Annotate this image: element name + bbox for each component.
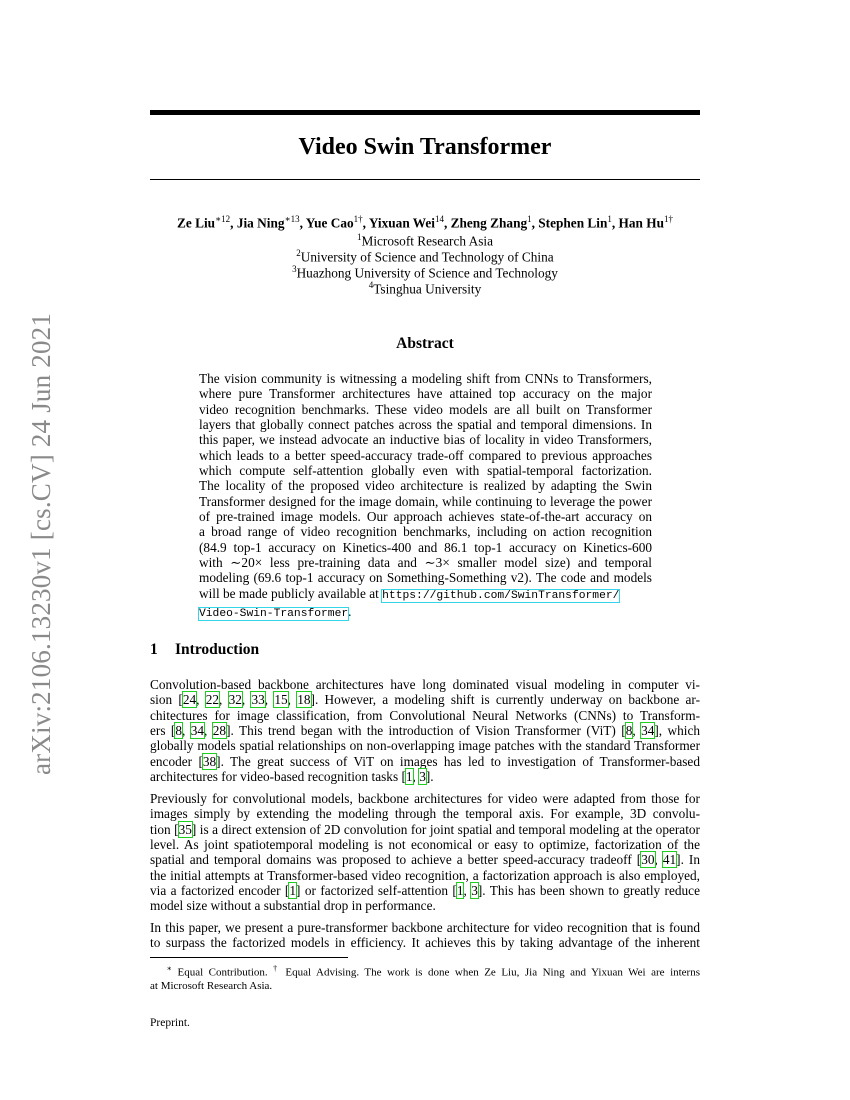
affiliation-4: $^4$Tsinghua University [368,280,482,297]
paragraph-text: ]. The great success of ViT on images has led to investigation of Transformer-based [216,753,700,769]
author-affiliation-mark: ∗12 [215,214,231,224]
citation-link[interactable]: 32 [228,692,242,708]
paragraph-text: via a factorized encoder [ [150,883,290,899]
paragraph-line [150,837,700,852]
citation-link[interactable]: 34 [190,723,205,739]
paragraph-text: , [632,723,642,739]
paragraph-text: , [196,692,206,708]
paragraph-text: , [654,852,663,868]
author-name: Ze Liu [176,215,216,231]
author-name: Han Hu [618,215,664,231]
abstract-line: which compute self-attention globally even with spatial-temporal factorization. [199,463,652,479]
paragraph-line [150,898,700,913]
author-separator: , [230,215,237,231]
intro-paragraph-3 [150,920,700,951]
abstract-line: layers that globally connect patches across the spatial and temporal dimensions. In [199,417,652,433]
paragraph-line [150,935,700,950]
paragraph-line [150,754,700,769]
citation-link[interactable]: 33 [251,692,265,708]
paragraph-line [150,723,700,738]
abstract-body [199,371,652,623]
paragraph-text: , [219,692,229,708]
paragraph-line [150,769,700,784]
abstract-line: (84.9 top-1 accuracy on Kinetics-400 and 86.1 top-1 accuracy on Kinetics-600 [199,539,652,555]
intro-paragraph-2 [150,791,700,914]
paragraph-line [150,920,700,935]
citation-link[interactable]: 8 [175,723,182,739]
citation-link[interactable]: 8 [625,723,633,739]
paragraph-text: architectures for video-based recognition tasks [ [150,769,406,785]
paragraph-line [150,806,700,821]
citation-link[interactable]: 24 [182,692,197,708]
title-bottom-rule [150,179,700,180]
paragraph-text: , [241,692,252,708]
citation-link[interactable]: 1 [405,769,413,785]
abstract-line: of pre-trained image models. Our approach achieves state-of-the-art accuracy on [199,509,652,525]
section-heading-introduction [150,641,700,659]
paragraph-line [150,677,700,692]
author-separator: , [443,215,451,231]
paragraph-text: , [204,723,213,739]
citation-link[interactable]: 30 [641,852,655,868]
paragraph-text: Previously for convolutional models, backbone architectures for video were adapted from those for [150,791,700,806]
paragraph-text: ]. In [676,852,700,868]
citation-link[interactable]: 1 [456,883,464,899]
paragraph-text: tion [ [150,821,179,837]
paragraph-text: to surpass the factorized models in efficiency. It achieves this by taking advantage of the inherent [150,935,700,951]
paragraph-text: sion [ [150,692,183,708]
author-separator: , [531,215,539,231]
citation-link[interactable]: 3 [471,883,478,899]
affiliation-2: $^2$University of Science and Technology of China [296,248,554,265]
paragraph-text: the initial attempts at Transformer-based video recognition, a factorization approach is also employed, [150,867,700,883]
author-separator: , [611,215,619,231]
author-affiliation-mark: ∗13 [284,214,300,224]
paragraph-text: images simply by extending the modeling through the temporal axis. For example, 3D convolu- [150,806,700,822]
abstract-line-url-end: Video-Swin-Transformer. [199,604,352,621]
paragraph-line [150,883,700,898]
author-name: Yixuan Wei [368,215,435,231]
paragraph-text: ]. [425,769,434,785]
author-separator: , [299,215,306,231]
citation-link[interactable]: 35 [178,821,192,837]
paragraph-line [150,738,700,753]
paragraph-text: spatial and temporal domains was proposed to achieve a better speed-accuracy tradeoff [ [150,852,642,868]
paragraph-text: , [264,692,275,708]
author-affiliation-mark: 14 [434,214,444,224]
citation-link[interactable]: 22 [205,692,220,708]
arxiv-identifier-stamp: arXiv:2106.13230v1 [cs.CV] 24 Jun 2021 [26,312,56,775]
code-repository-link[interactable]: https://github.com/SwinTransformer/ [382,589,620,602]
author-affiliation-mark: 1 [607,214,612,224]
paragraph-text: ] or factorized self-attention [ [296,883,457,899]
author-list [100,214,750,231]
paragraph-text: ] is a direct extension of 2D convolution for joint spatial and temporal modeling at the operator [191,821,700,837]
citation-link[interactable]: 3 [419,769,426,785]
paper-title: Video Swin Transformer [298,134,552,160]
code-repository-link-continued[interactable]: Video-Swin-Transformer [199,608,349,621]
intro-paragraph-1 [150,677,700,784]
author-affiliation-mark: 1† [353,214,363,224]
abstract-line: a broad range of video recognition benchmarks, including on action recognition [199,524,652,540]
abstract-line: The vision community is witnessing a modeling shift from CNNs to Transformers, [199,371,652,386]
abstract-line: this paper, we instead advocate an inductive bias of locality in video Transformers, [199,432,652,448]
paragraph-text: Convolution-based backbone architectures have long dominated visual modeling in computer vi- [150,677,700,692]
abstract-line: modeling (69.6 top-1 accuracy on Something-Something v2). The code and models [199,570,652,586]
author-affiliation-mark: 1 [527,214,532,224]
paragraph-text: model size without a substantial drop in performance. [150,898,436,914]
author-name: Stephen Lin [538,215,608,231]
paragraph-line [150,822,700,837]
paragraph-text: chitectures for image classification, from Convolutional Neural Networks (CNNs) to Transform- [150,707,700,723]
abstract-line: with ∼20× less pre-training data and ∼3× smaller model size) and temporal [199,555,652,571]
author-affiliation-mark: 1† [664,214,673,224]
citation-link[interactable]: 38 [202,753,217,769]
paragraph-text: , [463,883,472,899]
paragraph-text: globally models spatial relationships on non-overlapping image patches with the standard Transformer [150,738,700,754]
paragraph-line [150,692,700,707]
author-name: Yue Cao [305,215,354,231]
paragraph-line [150,708,700,723]
abstract-line: The locality of the proposed video architecture is realized by adapting the Swin [199,478,652,494]
author-separator: , [362,215,369,231]
paragraph-text: ]. This trend began with the introduction of Vision Transformer (ViT) [ [226,723,626,739]
paragraph-text: , [287,692,298,708]
citation-link[interactable]: 1 [289,883,297,899]
section-number: 1 [150,641,158,658]
abstract-line: Transformer designed for the image domain, while continuing to leverage the power [199,493,652,509]
section-title: Introduction [175,641,260,658]
abstract-lines [199,371,652,586]
affiliation-3: $^3$Huazhong University of Science and Technology [292,264,558,281]
paragraph-text: ]. However, a modeling shift is currently underway on backbone ar- [310,692,701,708]
abstract-line: video recognition benchmarks. These video models are all built on Transformer [199,401,652,417]
paragraph-line [150,868,700,883]
abstract-line: which leads to a better speed-accuracy trade-off compared to previous approaches [199,447,652,463]
affiliation-1: $^1$Microsoft Research Asia [357,232,493,249]
footnote-line-1: ∗ Equal Contribution. † Equal Advising. The work is done when Ze Liu, Jia Ning and Yixuan Wei are interns [166,964,701,979]
preprint-label: Preprint. [150,1017,190,1029]
footnote [150,962,700,994]
citation-link[interactable]: 28 [212,723,227,739]
paragraph-text: , [182,723,191,739]
paragraph-text: ers [ [150,723,176,739]
footnote-line-2: at Microsoft Research Asia. [150,980,273,993]
abstract-heading: Abstract [396,335,454,352]
citation-link[interactable]: 34 [641,723,655,739]
footnote-rule [150,957,348,958]
abstract-line-url: will be made publicly available at https://github.com/SwinTransformer/ [199,585,620,602]
paragraph-line [150,852,700,867]
paragraph-line [150,791,700,806]
paragraph-text: ], which [654,723,701,739]
paragraph-text: level. As joint spatiotemporal modeling is not economical or easy to optimize, factorization of the [150,837,700,853]
paragraph-text: encoder [ [150,753,203,769]
title-top-rule [150,110,700,115]
paragraph-text: ]. This has been shown to greatly reduce [477,883,700,899]
abstract-line: where pure Transformer architectures have attained top accuracy on the major [199,386,652,402]
citation-link[interactable]: 18 [297,692,311,708]
paragraph-text: In this paper, we present a pure-transformer backbone architecture for video recognition that is found [150,920,700,935]
author-name: Zheng Zhang [450,215,528,231]
citation-link[interactable]: 15 [274,692,288,708]
author-name: Jia Ning [236,215,285,231]
paragraph-text: , [412,769,420,785]
citation-link[interactable]: 41 [662,852,677,868]
